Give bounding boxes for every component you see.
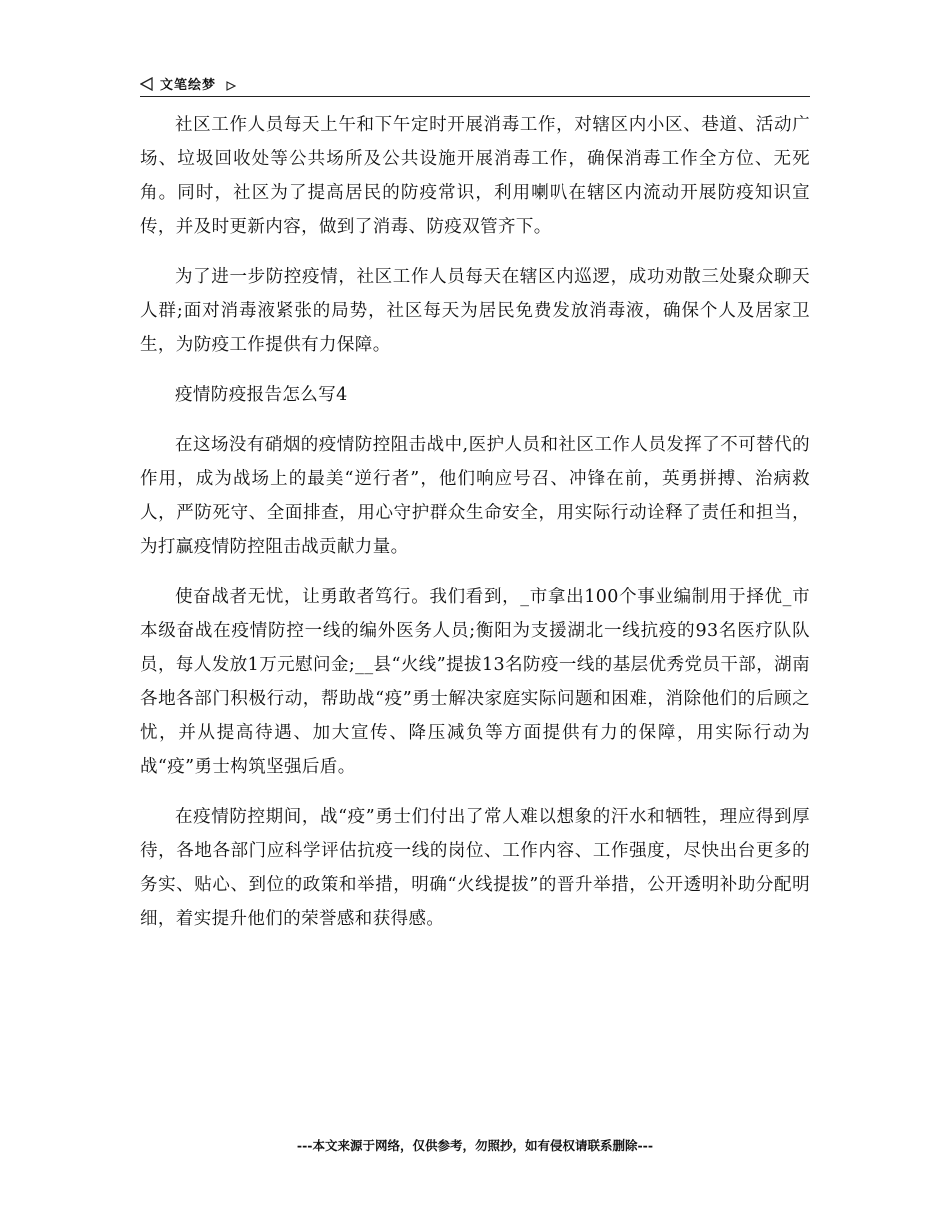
paragraph-5: 在疫情防控期间，战“疫”勇士们付出了常人难以想象的汗水和牺牲，理应得到厚待，各地各部门应科学评估抗疫一线的岗位、工作内容、工作强度，尽快出台更多的务实、贴心、到位的政策和举措，明确“火线提拔”的晋升举措，公开透明补助分配明细，着实提升他们的荣誉感和获得感。 — [140, 807, 810, 929]
page-header — [140, 70, 810, 97]
footer-disclaimer: ---本文来源于网络，仅供参考，勿照抄，如有侵权请联系删除--- — [296, 1138, 654, 1153]
triangle-right-icon — [226, 76, 240, 90]
paragraph-1: 社区工作人员每天上午和下午定时开展消毒工作，对辖区内小区、巷道、活动广场、垃圾回收处等公共场所及公共设施开展消毒工作，确保消毒工作全方位、无死角。同时，社区为了提高居民的防疫常识，利用喇叭在辖区内流动开展防疫知识宣传，并及时更新内容，做到了消毒、防疫双管齐下。 — [140, 115, 810, 237]
paragraph-4: 使奋战者无忧，让勇敢者笃行。我们看到，_市拿出100个事业编制用于择优_市本级奋战在疫情防控一线的编外医务人员;衡阳为支援湖北一线抗疫的93名医疗队队员，每人发放1万元慰问金;__县“火线”提拔13名防疫一线的基层优秀党员干部，湖南各地各部门积极行动，帮助战“疫”勇士解决家庭实际问题和困难，消除他们的后顾之忧，并从提高待遇、加大宣传、降压减负等方面提供有力的保障，用实际行动为战“疫”勇士构筑坚强后盾。 — [140, 587, 810, 777]
section-heading: 疫情防疫报告怎么写4 — [175, 385, 348, 405]
paragraph-2: 为了进一步防控疫情，社区工作人员每天在辖区内巡逻，成功劝散三处聚众聊天人群;面对消毒液紧张的局势，社区每天为居民免费发放消毒液，确保个人及居家卫生，为防疫工作提供有力保障。 — [140, 267, 810, 355]
header-title: 文笔绘梦 — [160, 77, 217, 93]
document-body — [140, 108, 810, 952]
paragraph-3: 在这场没有硝烟的疫情防控阻击战中,医护人员和社区工作人员发挥了不可替代的作用，成为战场上的最美“逆行者”，他们响应号召、冲锋在前，英勇拼搏、治病救人，严防死守、全面排查，用心守护群众生命安全，用实际行动诠释了责任和担当，为打赢疫情防控阻击战贡献力量。 — [140, 435, 810, 557]
triangle-left-icon — [140, 76, 154, 90]
